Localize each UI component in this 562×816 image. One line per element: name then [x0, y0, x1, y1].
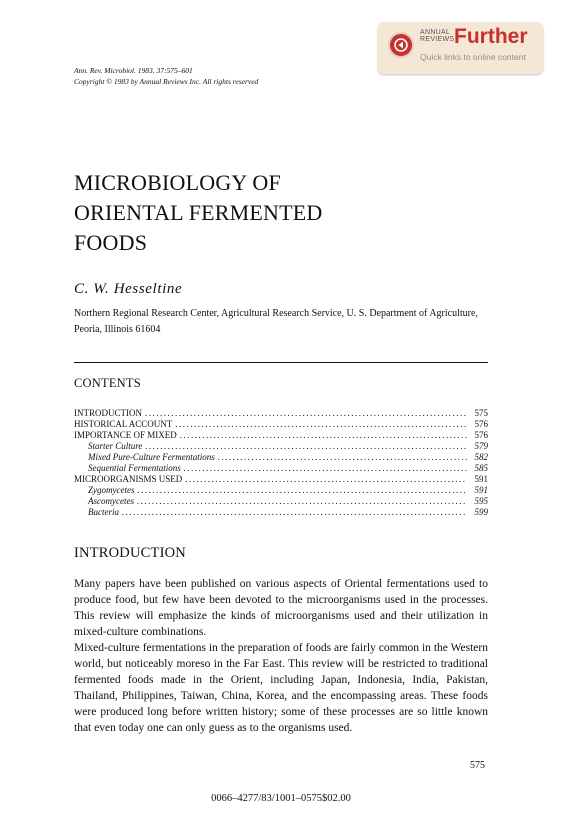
title-line: ORIENTAL FERMENTED — [74, 200, 323, 225]
divider — [74, 362, 488, 363]
toc-entry[interactable] — [74, 507, 488, 518]
further-logo-icon — [388, 32, 414, 58]
toc-entry-label: Sequential Fermentations — [88, 463, 181, 473]
toc-leader-dots — [137, 485, 467, 496]
toc-leader-dots — [180, 430, 467, 441]
toc-entry[interactable] — [74, 463, 488, 474]
toc-entry[interactable] — [74, 452, 488, 463]
toc-leader-dots — [175, 419, 467, 430]
paragraph: Mixed-culture fermentations in the preparation of foods are fairly common in the Western world, but noticeably moreso in the Far East. This review will be restricted to traditional fermented foods made in the Orient, including Japan, Indonesia, India, Pakistan, Thailand, Philippines, Taiwan, China, Korea, and the encompassing areas. These foods were produced long before written history; some of these processes are so little known that even today one can only guess as to the organisms used. — [74, 642, 488, 734]
author-affiliation: Northern Regional Research Center, Agricultural Research Service, U. S. Department of Agriculture, Peoria, Illinois 61604 — [74, 308, 478, 335]
toc-leader-dots — [137, 496, 467, 507]
toc-entry-label: IMPORTANCE OF MIXED — [74, 430, 177, 440]
title-line: MICROBIOLOGY OF — [74, 170, 281, 195]
toc-entry-page: 576 — [474, 419, 488, 429]
further-badge[interactable] — [378, 22, 543, 74]
toc-entry-label: Bacteria — [88, 507, 119, 517]
toc-entry-page: 585 — [474, 463, 488, 473]
author-name: C. W. Hesseltine — [74, 281, 183, 297]
toc-leader-dots — [122, 507, 467, 518]
toc-leader-dots — [185, 474, 467, 485]
toc-entry-page: 595 — [474, 496, 488, 506]
introduction-heading: INTRODUCTION — [74, 545, 186, 561]
toc-entry-label: Zygomycetes — [88, 485, 135, 495]
toc-entry-label: MICROORGANISMS USED — [74, 474, 183, 484]
toc-entry-page: 591 — [474, 485, 488, 495]
citation-line-1: Ann. Rev. Microbiol. 1983. 37:575–601 — [74, 66, 193, 75]
toc-entry-page: 591 — [474, 474, 488, 484]
toc-entry-label: Starter Culture — [88, 441, 143, 451]
badge-brand: ANNUAL REVIEWS — [420, 29, 455, 43]
paragraph: Many papers have been published on various aspects of Oriental fermentations used to produce food, but few have been devoted to the microorganisms used in the processes. This review will emphasize the kinds of microorganisms used and their utilization in mixed-culture combinations. — [74, 578, 488, 638]
toc-entry[interactable] — [74, 419, 488, 430]
contents-heading: CONTENTS — [74, 376, 141, 390]
toc-entry-label: INTRODUCTION — [74, 408, 142, 418]
toc-leader-dots — [145, 408, 467, 419]
badge-further-label: Further — [454, 25, 528, 48]
page-number: 575 — [470, 760, 485, 771]
toc-entry[interactable] — [74, 408, 488, 419]
toc-entry-label: Mixed Pure-Culture Fermentations — [88, 452, 215, 462]
toc-entry[interactable] — [74, 430, 488, 441]
toc-entry[interactable] — [74, 474, 488, 485]
toc-entry[interactable] — [74, 496, 488, 507]
toc-entry-page: 579 — [474, 441, 488, 451]
toc-entry-page: 576 — [474, 430, 488, 440]
toc-entry[interactable] — [74, 441, 488, 452]
footer-code: 0066–4277/83/1001–0575$02.00 — [211, 793, 351, 804]
toc-entry-page: 575 — [474, 408, 488, 418]
title-line: FOODS — [74, 230, 148, 255]
toc-entry-page: 582 — [474, 452, 488, 462]
article-title — [74, 168, 323, 258]
table-of-contents — [74, 408, 488, 518]
toc-entry-label: Ascomycetes — [88, 496, 134, 506]
toc-leader-dots — [145, 441, 467, 452]
toc-entry-page: 599 — [474, 507, 488, 517]
citation-line-2: Copyright © 1983 by Annual Reviews Inc. All rights reserved — [74, 77, 259, 86]
toc-entry-label: HISTORICAL ACCOUNT — [74, 419, 173, 429]
toc-leader-dots — [218, 452, 467, 463]
introduction-body — [74, 576, 488, 736]
toc-entry[interactable] — [74, 485, 488, 496]
badge-subtitle: Quick links to online content — [420, 52, 526, 62]
toc-leader-dots — [184, 463, 467, 474]
